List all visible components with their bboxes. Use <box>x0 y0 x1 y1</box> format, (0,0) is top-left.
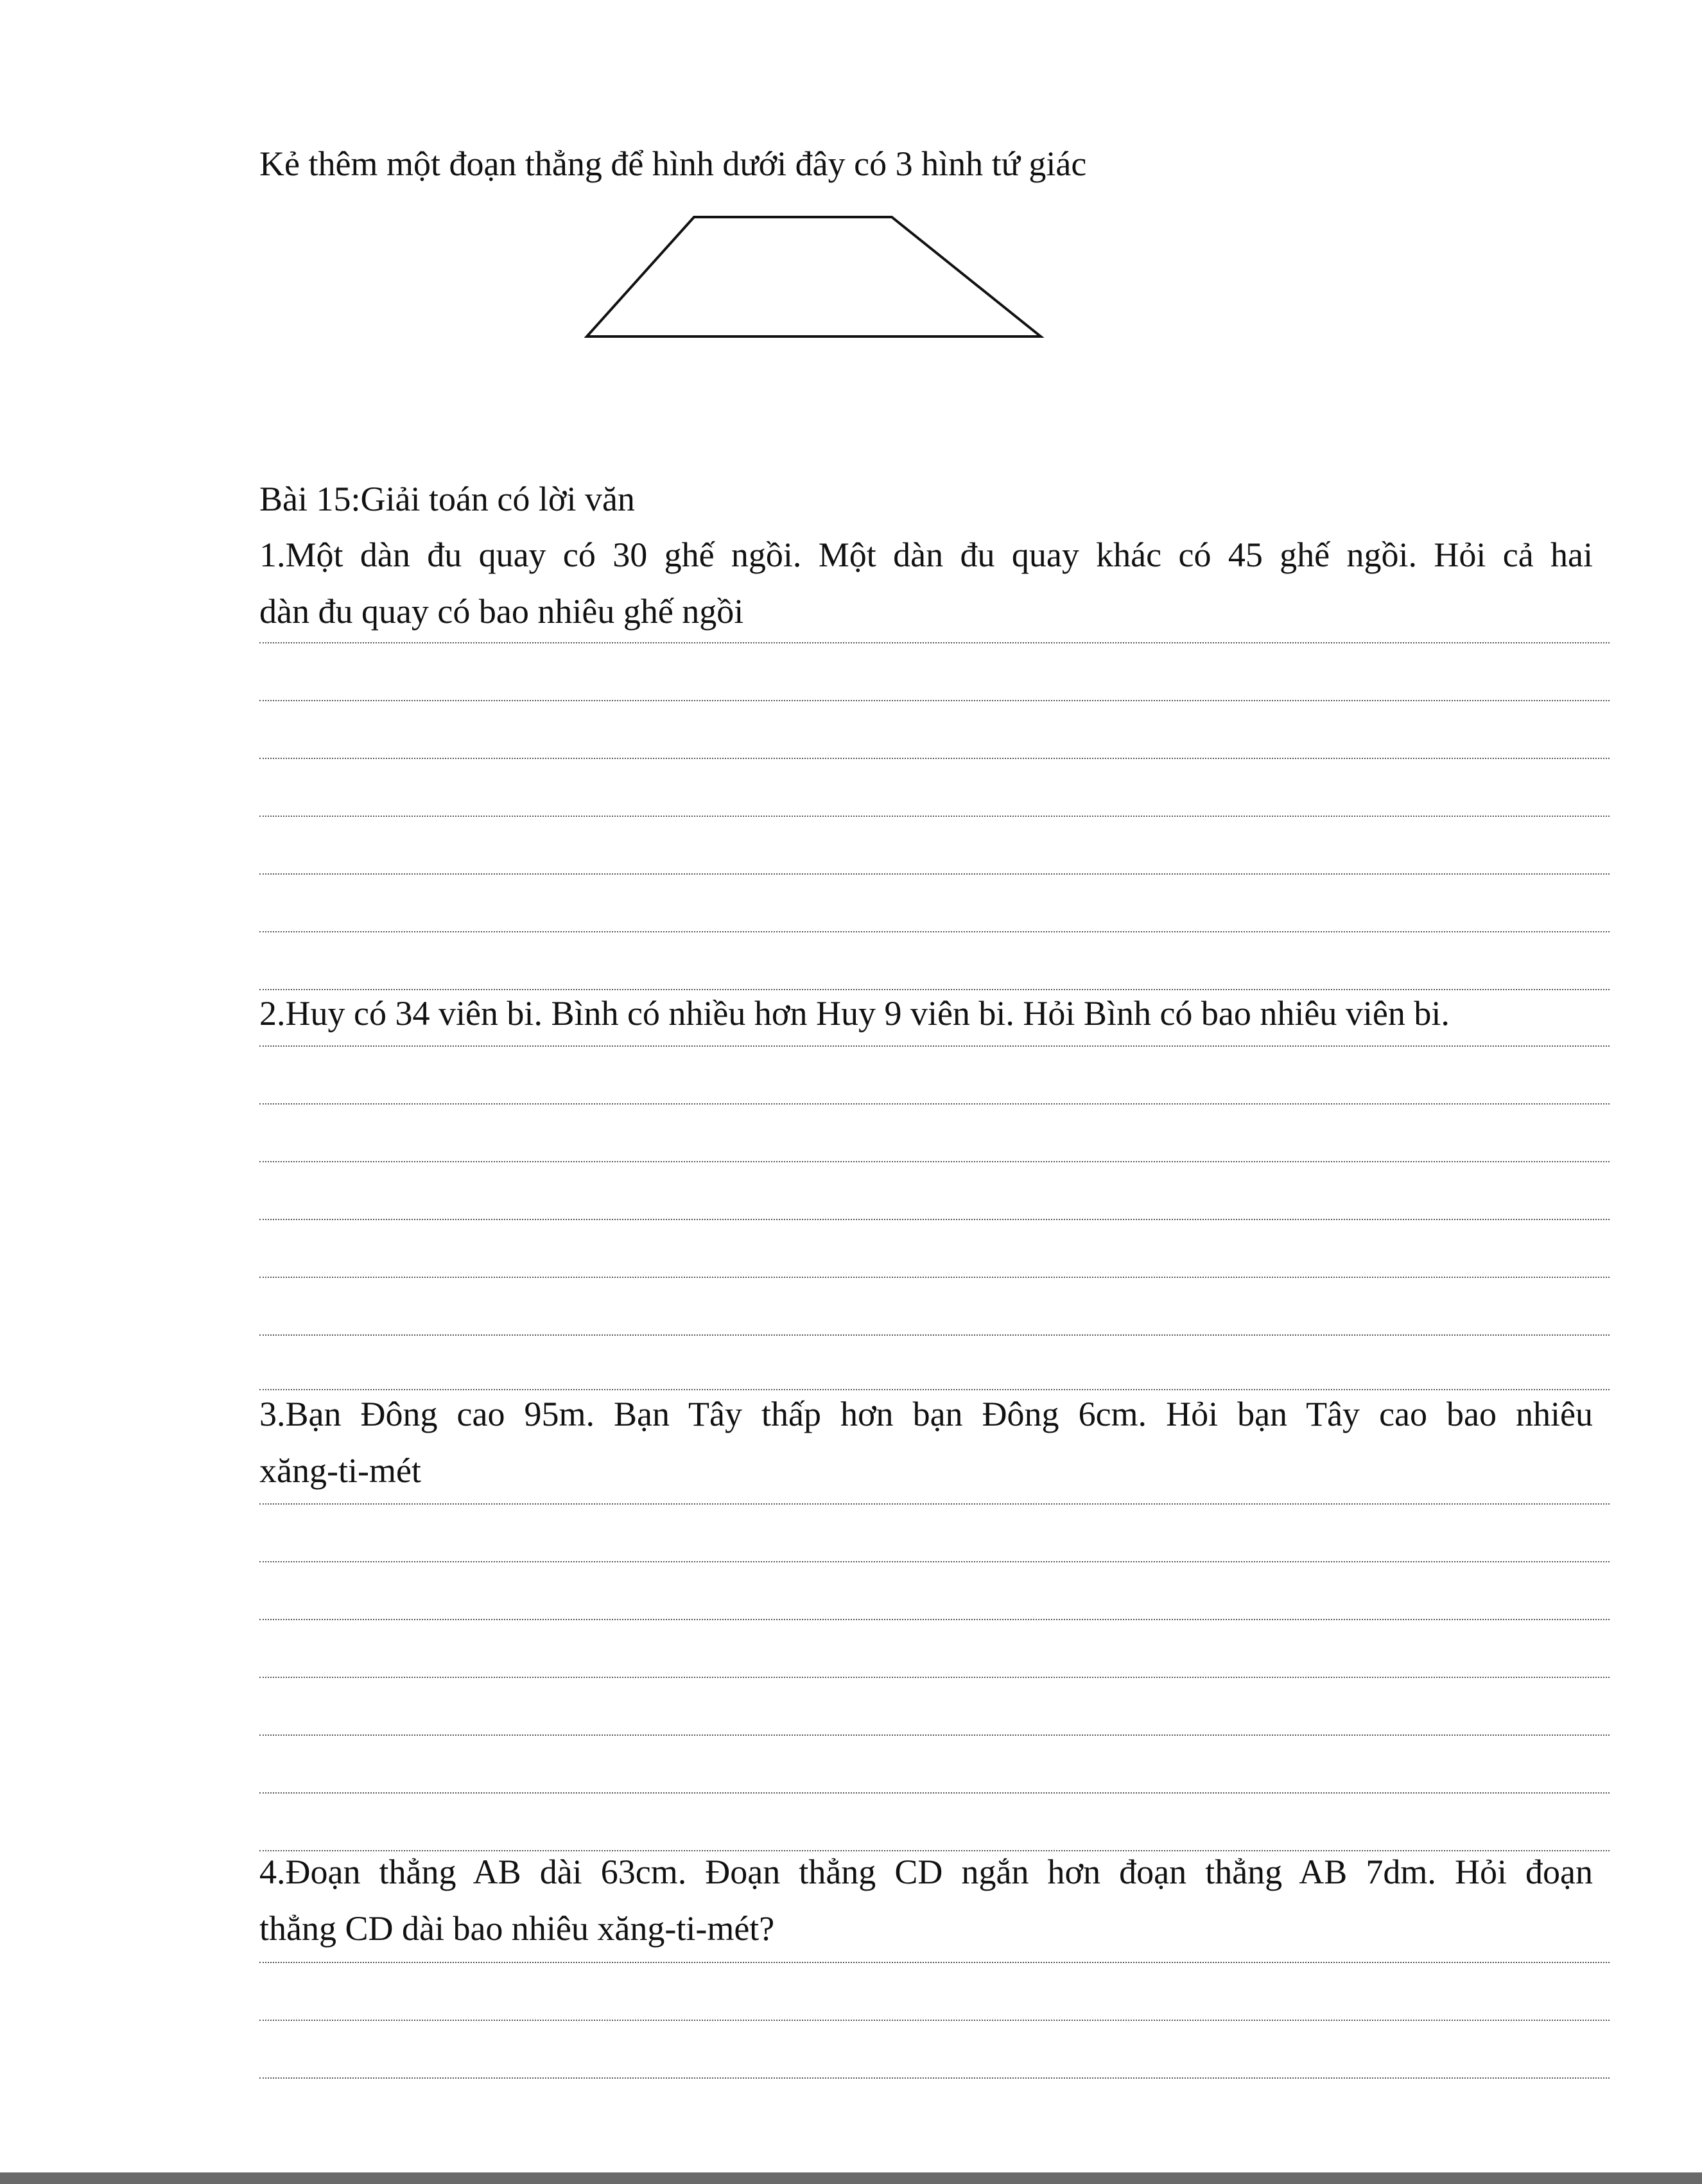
answer-line <box>259 1161 1610 1162</box>
answer-line <box>259 931 1610 932</box>
answer-line <box>259 2020 1610 2021</box>
answer-line <box>259 1619 1610 1620</box>
problem-3-line-1: 3.Bạn Đông cao 95m. Bạn Tây thấp hơn bạn Đông 6cm. Hỏi bạn Tây cao bao nhiêu <box>259 1395 1593 1433</box>
answer-line <box>259 816 1610 817</box>
answer-line <box>259 1734 1610 1736</box>
trapezoid-icon <box>581 212 1050 340</box>
answer-line <box>259 1277 1610 1278</box>
answer-line <box>259 1561 1610 1562</box>
answer-line <box>259 642 1610 643</box>
problem-1-line-1: 1.Một dàn đu quay có 30 ghế ngồi. Một dàn đu quay khác có 45 ghế ngồi. Hỏi cả hai <box>259 536 1593 574</box>
answer-line <box>259 1334 1610 1336</box>
problem-1-line-2: dàn đu quay có bao nhiêu ghế ngồi <box>259 592 744 631</box>
answer-line <box>259 873 1610 875</box>
answer-line <box>259 1045 1610 1047</box>
page-bottom-edge <box>0 2172 1702 2184</box>
answer-line <box>259 1962 1610 1963</box>
problem-4-line-2: thẳng CD dài bao nhiêu xăng-ti-mét? <box>259 1909 775 1948</box>
answer-line <box>259 700 1610 701</box>
answer-line <box>259 1792 1610 1794</box>
instruction-text: Kẻ thêm một đoạn thẳng để hình dưới đây có 3 hình tứ giác <box>259 144 1087 183</box>
section-title: Bài 15:Giải toán có lời văn <box>259 480 635 518</box>
answer-line <box>259 1677 1610 1678</box>
problem-2-line-1: 2.Huy có 34 viên bi. Bình có nhiều hơn Huy 9 viên bi. Hỏi Bình có bao nhiêu viên bi. <box>259 994 1450 1033</box>
problem-3-line-2: xăng-ti-mét <box>259 1451 421 1490</box>
answer-line <box>259 1103 1610 1105</box>
problem-4-line-1: 4.Đoạn thẳng AB dài 63cm. Đoạn thẳng CD ngắn hơn đoạn thẳng AB 7dm. Hỏi đoạn <box>259 1853 1593 1891</box>
answer-line <box>259 1503 1610 1505</box>
answer-line <box>259 1219 1610 1220</box>
answer-line <box>259 2077 1610 2079</box>
answer-line <box>259 758 1610 759</box>
